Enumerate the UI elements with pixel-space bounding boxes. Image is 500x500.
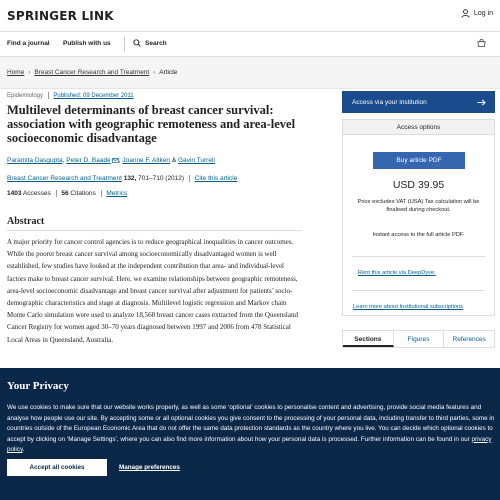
tab-references[interactable]: References (452, 336, 486, 343)
accesses-label: Accesses (22, 190, 51, 198)
panel-divider (352, 256, 485, 257)
search-button[interactable] (133, 39, 167, 47)
author-link[interactable]: Peter D. Baade (66, 157, 111, 164)
article-meta (7, 92, 134, 99)
site-header (0, 0, 500, 32)
metrics-divider (56, 190, 57, 197)
main-nav (0, 32, 500, 57)
rent-deepdyve-link[interactable]: Rent this article via DeepDyve. (358, 270, 436, 276)
mail-icon[interactable] (112, 158, 119, 163)
cite-article-link[interactable]: Cite this article (194, 175, 238, 183)
metrics-link[interactable]: Metrics (106, 190, 128, 198)
metrics-divider (101, 190, 102, 197)
sidebar-tabs (342, 330, 495, 348)
breadcrumb-home[interactable]: Home (7, 69, 25, 76)
privacy-policy-link[interactable]: privacy policy (7, 435, 492, 453)
chevron-right-icon: › (28, 69, 31, 76)
accesses-count: 1403 (7, 190, 22, 198)
chevron-right-icon: › (153, 69, 156, 76)
login-link[interactable] (461, 9, 493, 18)
buy-article-pdf-button[interactable]: Buy article PDF (373, 152, 465, 169)
price-note: Price excludes VAT (USA) Tax calculation will be finalised during checkout. (357, 199, 480, 213)
springer-link-logo[interactable]: SPRINGER LINK (7, 9, 114, 23)
citation-divider (189, 175, 190, 182)
article-title: Multilevel determinants of breast cancer survival: association with geographic remoteness and area-level socioeconomic disadvantage (7, 103, 296, 145)
nav-divider (124, 37, 125, 52)
breadcrumb-bar (0, 57, 500, 89)
login-label: Log in (473, 10, 493, 17)
search-label: Search (145, 39, 167, 47)
accept-all-cookies-button[interactable]: Accept all cookies (7, 459, 107, 476)
cookie-text (7, 403, 495, 456)
citations-label: Citations (70, 190, 96, 198)
instant-access-note: Instant access to the full article PDF. (372, 232, 465, 238)
cookie-title: Your Privacy (7, 380, 69, 392)
author-link[interactable]: Gavin Turrell (178, 157, 215, 164)
cookie-banner (0, 368, 500, 500)
abstract-divider (7, 230, 302, 231)
abstract-text: A major priority for cancer control agencies is to reduce geographical inequalities in cancer outcomes. While the poorer breast cancer survival among socioeconomically disadvantaged women is well established, few studies have looked at the independent contribution that area- and individual-level factors make to breast cancer survival. Here, we examine relationships between geographic remoteness, area-level socioeconomic disadvantage and breast cancer survival after adjustment for patients’ socio-demographic characteristics and stage at diagnosis. Multilevel logistic regression and Markov chain Monte Carlo simulation were used to analyze 18,568 breast cancer cases extracted from the Queensland Cancer Registry for women aged 30–70 years diagnosed between 1997 and 2006 from 478 Statistical Local Areas in Queensland, Australia. (7, 238, 298, 344)
abstract-heading: Abstract (7, 216, 45, 227)
institutional-subscriptions-link[interactable]: Learn more about Institutional subscriptions (353, 304, 464, 310)
cookie-text-end: . (22, 446, 25, 453)
author-list: Paramita Dasgupta, Peter D. Baade , Joanne F. Aitken & Gavin Turrell (7, 157, 215, 164)
user-icon (461, 9, 470, 18)
find-journal-link[interactable]: Find a journal (7, 40, 50, 47)
article-metrics (7, 190, 127, 197)
tab-sections[interactable]: Sections (343, 331, 394, 347)
price: USD 39.95 (392, 179, 445, 191)
journal-link[interactable]: Breast Cancer Research and Treatment (7, 175, 122, 183)
manage-preferences-link[interactable]: Manage preferences (119, 464, 180, 471)
tab-figures[interactable]: Figures (394, 331, 445, 347)
breadcrumb (7, 69, 177, 76)
breadcrumb-journal[interactable]: Breast Cancer Research and Treatment (34, 69, 150, 76)
published-date-link[interactable]: Published: 09 December 2011 (53, 93, 134, 100)
journal-citation (7, 175, 237, 182)
cookie-body: We use cookies to make sure that our website works properly, as well as some ‘optional’ cookies to personalise content and advertising, provide social media features and analyse how people use our site. By accepting some or all optional cookies you give consent to the processing of your personal data, including transfer to third parties, some in countries outside of the European Economic Area that do not offer the same data protection standards as the country where you live. You can decide which optional cookies to accept by clicking on ‘Manage Settings’, where you can also find more information about how your personal data is processed. Further information can be found in our (7, 404, 495, 443)
cart-icon[interactable] (477, 39, 486, 48)
pages: 701–710 (2012) (138, 175, 185, 183)
publish-with-us-link[interactable]: Publish with us (63, 40, 111, 47)
breadcrumb-current: Article (159, 69, 178, 76)
author-link[interactable]: Joanne F. Aitken (122, 157, 171, 164)
access-options-heading: Access options (343, 120, 494, 135)
access-via-institution-button[interactable] (342, 91, 495, 113)
access-options-panel (342, 119, 495, 316)
access-institution-label: Access via your institution (352, 98, 427, 106)
meta-divider (48, 92, 49, 99)
author-link[interactable]: Paramita Dasgupta (7, 157, 63, 164)
arrow-right-icon (477, 99, 486, 106)
volume: 132, (123, 175, 137, 183)
article-type: Epidemiology (7, 93, 44, 100)
search-icon (133, 39, 141, 47)
panel-divider (352, 290, 485, 291)
citations-count: 56 (61, 190, 69, 198)
